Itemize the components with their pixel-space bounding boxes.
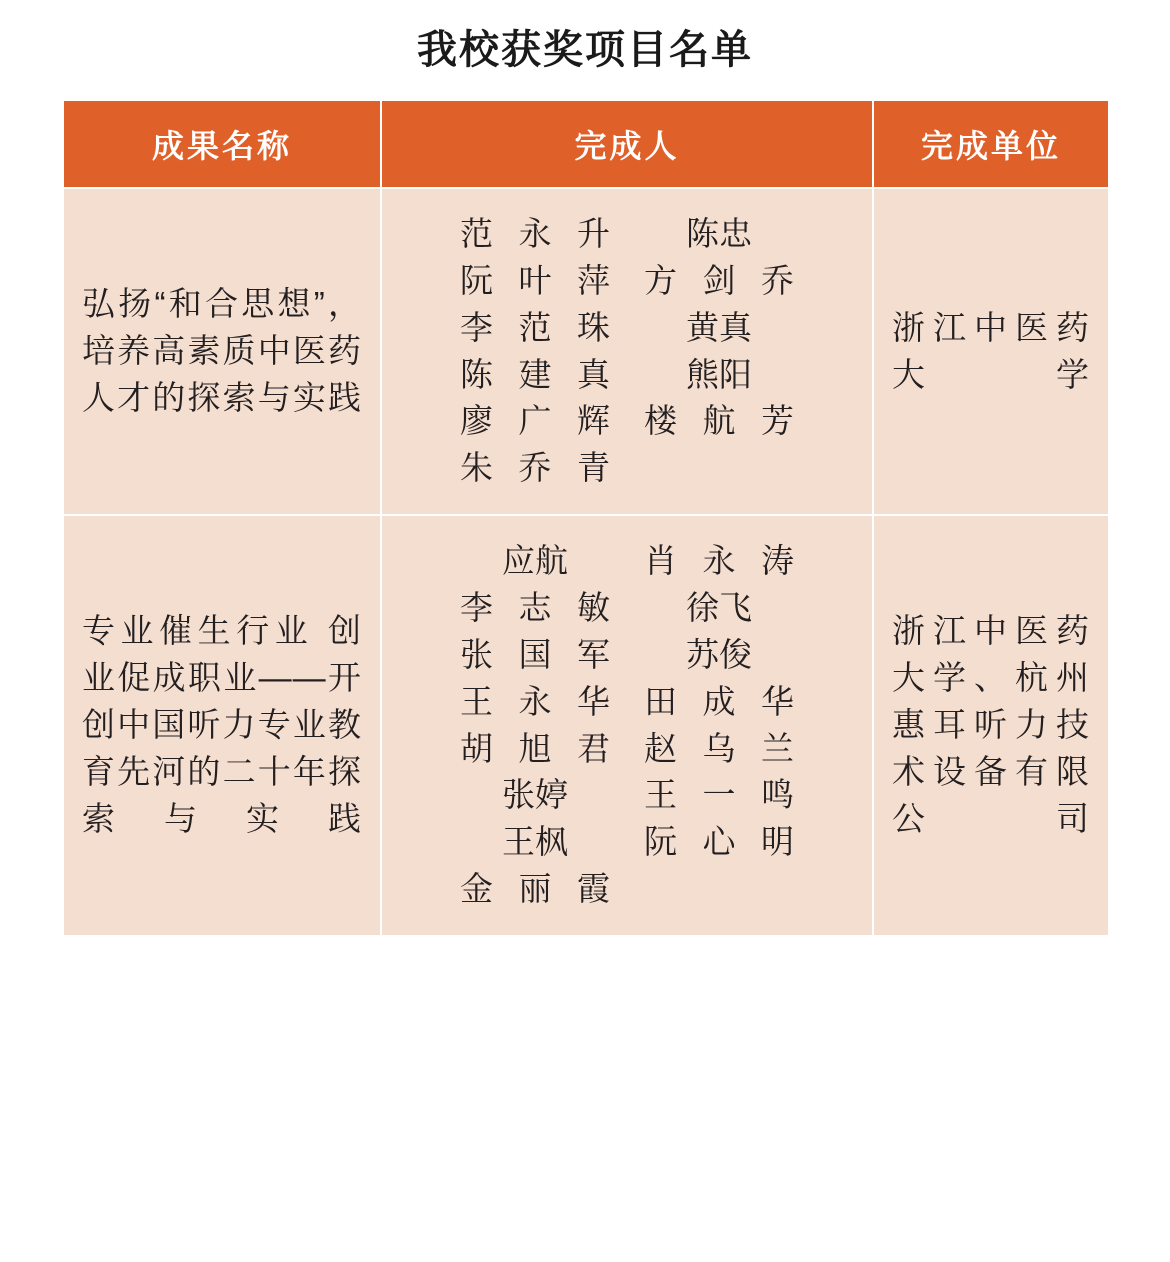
person-name: 田成华 bbox=[644, 682, 794, 720]
person-name: 肖永涛 bbox=[644, 542, 794, 580]
cell-unit: 浙江中医药大学、杭州惠耳听力技术设备有限公司 bbox=[873, 515, 1109, 936]
people-line bbox=[400, 211, 854, 258]
person-name: 阮叶萍 bbox=[460, 261, 610, 299]
people-line bbox=[400, 679, 854, 726]
people-line bbox=[400, 632, 854, 679]
person-name: 胡旭君 bbox=[460, 729, 610, 767]
person-name: 朱乔青 bbox=[460, 449, 610, 487]
person-name: 范永升 bbox=[460, 215, 610, 252]
table-body bbox=[63, 188, 1109, 936]
person-name: 王永华 bbox=[460, 682, 610, 720]
person-name: 李范珠 bbox=[460, 308, 610, 346]
people-line bbox=[400, 819, 854, 866]
award-table bbox=[62, 99, 1110, 937]
person-name: 徐飞 bbox=[686, 589, 752, 627]
person-name: 王一鸣 bbox=[644, 776, 794, 814]
people-list-0 bbox=[400, 211, 854, 492]
people-list-1 bbox=[400, 538, 854, 913]
award-table-container bbox=[62, 99, 1108, 937]
cell-people bbox=[381, 515, 873, 936]
cell-achievement: 专业催生行业 创业促成职业——开创中国听力专业教育先河的二十年探索与实践 bbox=[63, 515, 381, 936]
person-name: 金丽霞 bbox=[460, 870, 610, 908]
table-row bbox=[63, 188, 1109, 515]
person-name: 赵乌兰 bbox=[644, 729, 794, 767]
person-name: 廖广辉 bbox=[460, 402, 610, 440]
people-line bbox=[400, 726, 854, 773]
people-line bbox=[400, 585, 854, 632]
column-header-achievement: 成果名称 bbox=[63, 100, 381, 188]
people-line bbox=[400, 305, 854, 352]
page-title: 我校获奖项目名单 bbox=[417, 28, 753, 72]
person-name-placeholder bbox=[644, 866, 794, 913]
person-name: 苏俊 bbox=[686, 635, 752, 673]
table-header-row bbox=[63, 100, 1109, 188]
cell-people bbox=[381, 188, 873, 515]
person-name-placeholder bbox=[644, 445, 794, 492]
people-line bbox=[400, 866, 854, 913]
person-name: 黄真 bbox=[686, 308, 752, 346]
people-line bbox=[400, 352, 854, 399]
people-line bbox=[400, 772, 854, 819]
people-line bbox=[400, 258, 854, 305]
person-name: 李志敏 bbox=[460, 589, 610, 627]
person-name: 陈建真 bbox=[460, 355, 610, 393]
person-name: 方剑乔 bbox=[644, 261, 794, 299]
person-name: 王枫 bbox=[502, 823, 568, 861]
person-name: 陈忠 bbox=[686, 215, 752, 252]
column-header-unit: 完成单位 bbox=[873, 100, 1109, 188]
table-row bbox=[63, 515, 1109, 936]
person-name: 应航 bbox=[502, 542, 568, 580]
people-line bbox=[400, 398, 854, 445]
person-name: 张婷 bbox=[502, 776, 568, 814]
cell-unit: 浙江中医药大学 bbox=[873, 188, 1109, 515]
people-line bbox=[400, 445, 854, 492]
cell-achievement: 弘扬“和合思想”，培养高素质中医药人才的探索与实践 bbox=[63, 188, 381, 515]
people-line bbox=[400, 538, 854, 585]
person-name: 阮心明 bbox=[644, 823, 794, 861]
column-header-people: 完成人 bbox=[381, 100, 873, 188]
person-name: 张国军 bbox=[460, 635, 610, 673]
person-name: 熊阳 bbox=[686, 355, 752, 393]
person-name: 楼航芳 bbox=[644, 402, 794, 440]
